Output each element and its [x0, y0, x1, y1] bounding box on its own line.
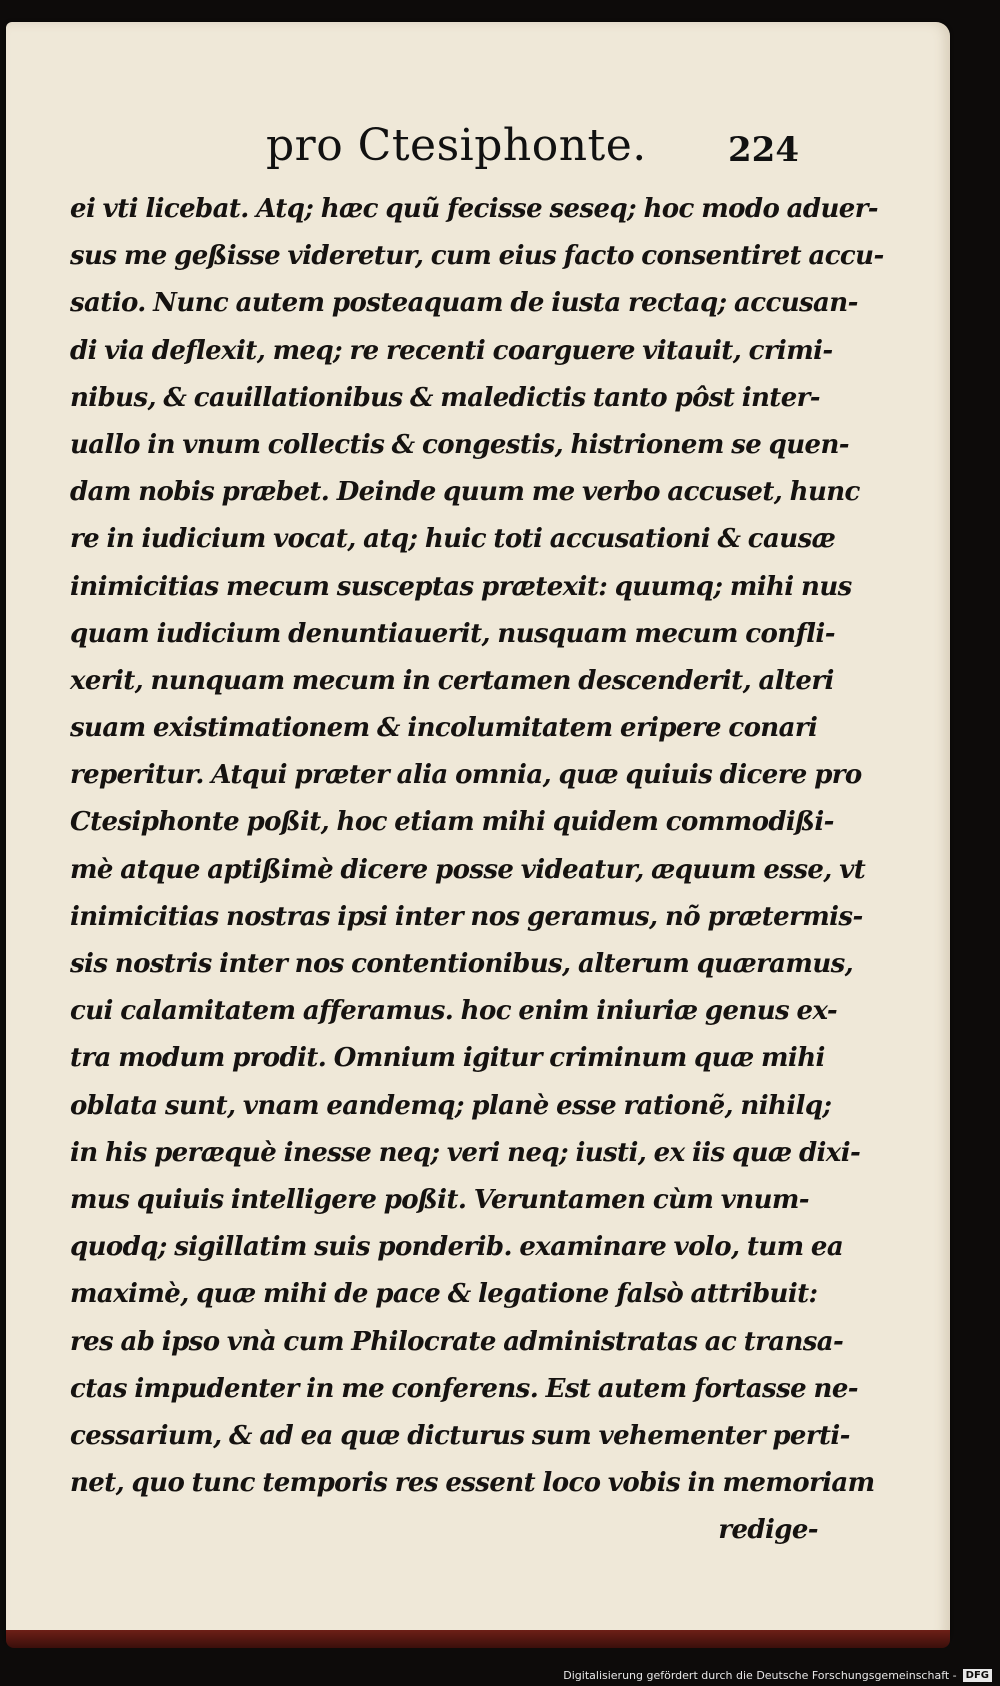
book-page	[6, 22, 950, 1642]
text-line: quam iudicium denuntiauerit, nusquam mecum confli-	[70, 618, 835, 649]
text-line: xerit, nunquam mecum in certamen descenderit, alteri	[70, 665, 834, 696]
running-head: pro Ctesiphonte.	[266, 120, 647, 171]
text-line: inimicitias nostras ipsi inter nos geramus, nõ prætermis-	[70, 901, 863, 932]
text-line: mus quiuis intelligere poßit. Veruntamen cùm vnum-	[70, 1184, 809, 1215]
text-line: di via deflexit, meq; re recenti coarguere vitauit, crimi-	[70, 335, 833, 366]
text-line: cui calamitatem afferamus. hoc enim iniuriæ genus ex-	[70, 996, 838, 1027]
text-line: sus me geßisse videretur, cum eius facto consentiret accu-	[70, 241, 884, 272]
text-line: maximè, quæ mihi de pace & legatione falsò attribuit:	[70, 1279, 818, 1310]
text-line: cessarium, & ad ea quæ dicturus sum vehementer perti-	[70, 1420, 850, 1451]
text-line: quodq; sigillatim suis ponderib. examinare volo, tum ea	[70, 1232, 844, 1263]
page-number: 224	[728, 130, 799, 170]
text-line: ctas impudenter in me conferens. Est autem fortasse ne-	[70, 1373, 858, 1404]
text-line: tra modum prodit. Omnium igitur criminum quæ mihi	[70, 1043, 825, 1074]
text-line: in his peræquè inesse neq; veri neq; iusti, ex iis quæ dixi-	[70, 1137, 861, 1168]
text-line: satio. Nunc autem posteaquam de iusta rectaq; accusan-	[70, 288, 858, 319]
catchword: redige-	[718, 1515, 818, 1546]
text-line: suam existimationem & incolumitatem eripere conari	[70, 713, 818, 744]
text-line: sis nostris inter nos contentionibus, alterum quæramus,	[70, 949, 854, 979]
text-line: net, quo tunc temporis res essent loco vobis in memoriam	[70, 1468, 875, 1499]
text-line: mè atque aptißimè dicere posse videatur, æquum esse, vt	[70, 854, 866, 885]
text-line: nibus, & cauillationibus & maledictis tanto pôst inter-	[70, 382, 820, 413]
page-edge	[6, 1630, 950, 1648]
text-line: ei vti licebat. Atq; hæc quũ fecisse seseq; hoc modo aduer-	[70, 194, 878, 224]
text-line: uallo in vnum collectis & congestis, histrionem se quen-	[70, 429, 849, 460]
text-line: inimicitias mecum susceptas prætexit: quumq; mihi nus	[70, 571, 852, 602]
text-line: res ab ipso vnà cum Philocrate administratas ac transa-	[70, 1326, 844, 1357]
credit-text: Digitalisierung gefördert durch die Deutsche Forschungsgemeinschaft -	[563, 1669, 957, 1682]
body-text	[70, 186, 884, 1554]
text-line: dam nobis præbet. Deinde quum me verbo accuset, hunc	[70, 477, 860, 508]
dfg-logo: DFG	[963, 1669, 992, 1682]
text-line: oblata sunt, vnam eandemq; planè esse rationẽ, nihilq;	[70, 1090, 832, 1121]
text-line: reperitur. Atqui præter alia omnia, quæ quiuis dicere pro	[70, 760, 862, 791]
text-line: Ctesiphonte poßit, hoc etiam mihi quidem commodißi-	[70, 807, 834, 838]
text-line: re in iudicium vocat, atq; huic toti accusationi & causæ	[70, 524, 836, 555]
digitization-credit	[563, 1669, 992, 1682]
